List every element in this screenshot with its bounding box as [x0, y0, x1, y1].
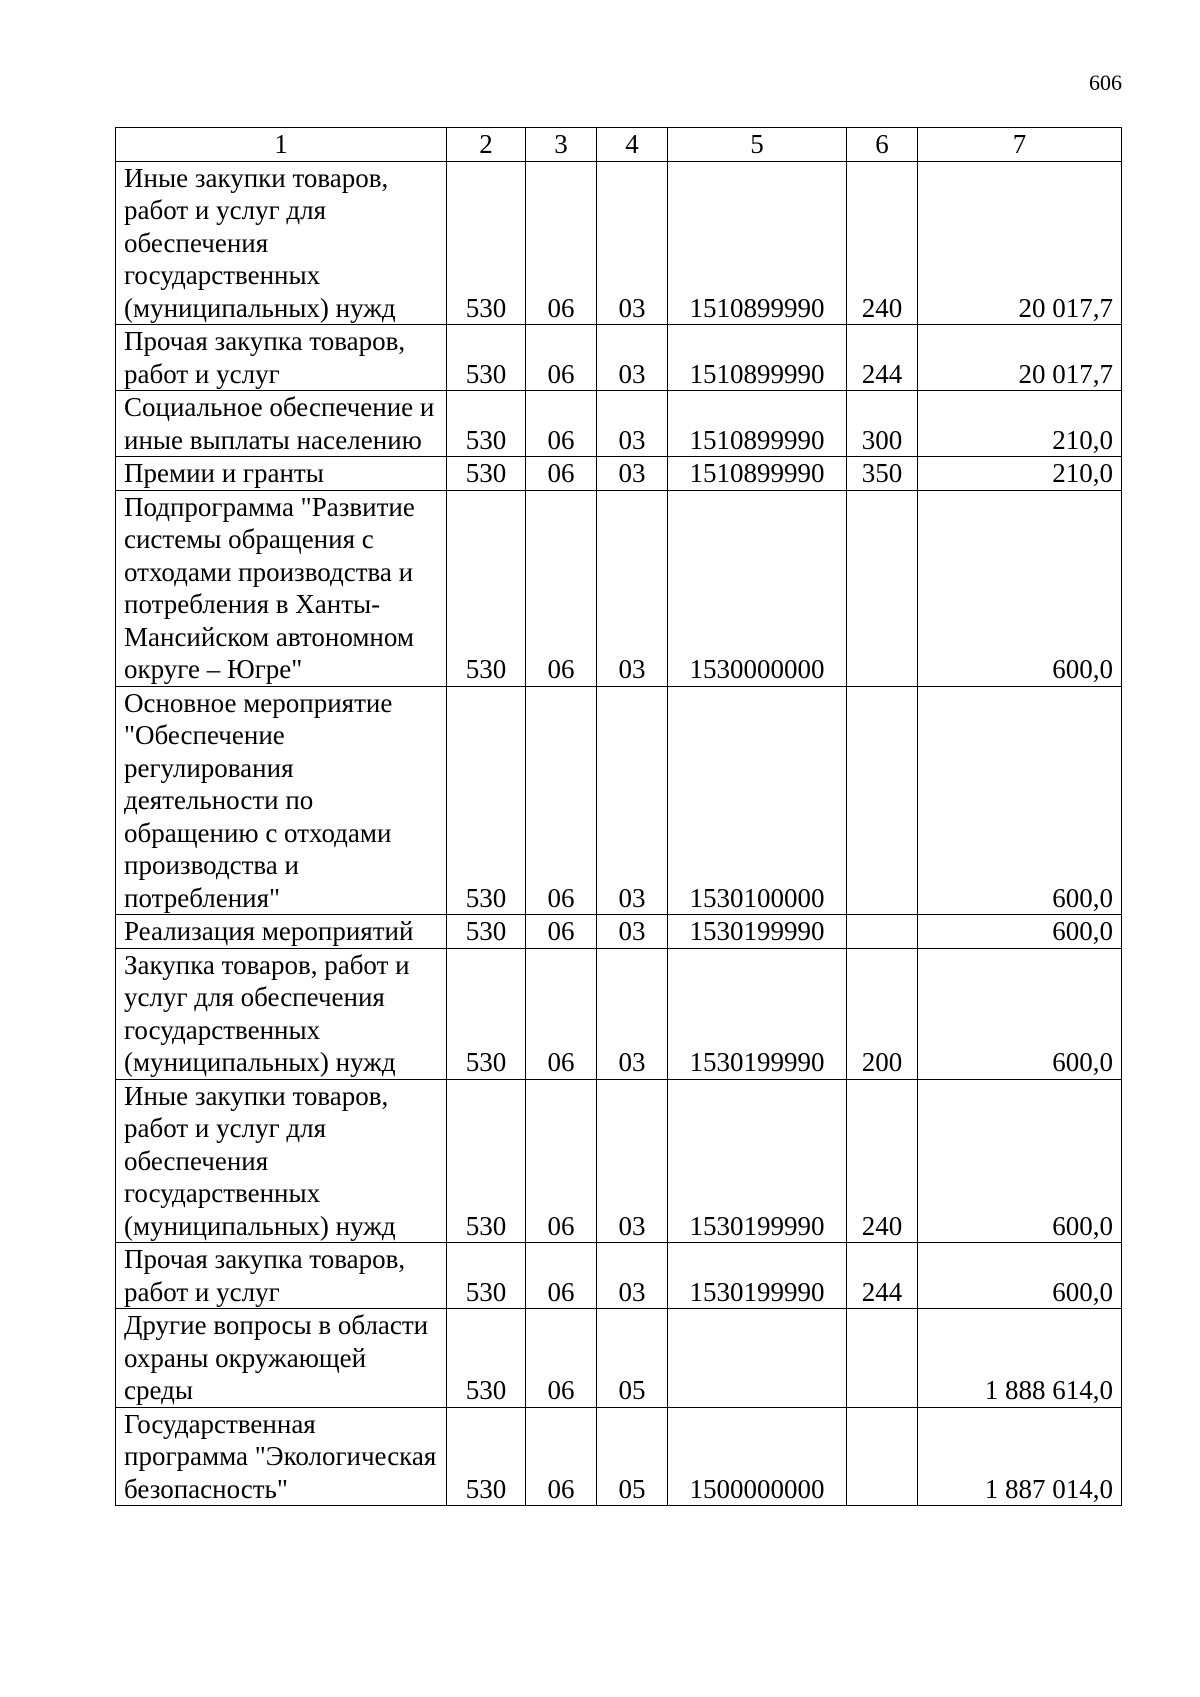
- subsection-code-cell: 03: [597, 325, 668, 391]
- target-article-cell: 1510899990: [668, 391, 847, 457]
- section-code-cell: 06: [526, 1243, 597, 1309]
- table-row: [116, 325, 1122, 391]
- target-article-cell: 1530000000: [668, 490, 847, 686]
- section-code-cell: 06: [526, 161, 597, 325]
- page-number: 606: [1089, 70, 1122, 95]
- expense-type-cell: [847, 686, 918, 915]
- table-row: [116, 490, 1122, 686]
- ministry-code-cell: 530: [447, 1079, 526, 1243]
- table-body: [116, 161, 1122, 1506]
- target-article-cell: [668, 1309, 847, 1408]
- section-code-cell: 06: [526, 1407, 597, 1506]
- expense-type-cell: 350: [847, 457, 918, 491]
- amount-cell: 600,0: [918, 948, 1122, 1079]
- table-row: [116, 457, 1122, 491]
- target-article-cell: 1530199990: [668, 1243, 847, 1309]
- subsection-code-cell: 03: [597, 391, 668, 457]
- item-name-cell: Иные закупки товаров, работ и услуг для обеспечения государственных (муниципальных) нужд: [116, 161, 447, 325]
- subsection-code-cell: 03: [597, 915, 668, 949]
- expense-type-cell: 240: [847, 161, 918, 325]
- table-row: [116, 1079, 1122, 1243]
- section-code-cell: 06: [526, 1309, 597, 1408]
- amount-cell: 210,0: [918, 457, 1122, 491]
- table-row: [116, 915, 1122, 949]
- budget-table: [115, 127, 1122, 1506]
- target-article-cell: 1530199990: [668, 948, 847, 1079]
- amount-cell: 600,0: [918, 1243, 1122, 1309]
- subsection-code-cell: 05: [597, 1407, 668, 1506]
- expense-type-cell: 300: [847, 391, 918, 457]
- table-row: [116, 391, 1122, 457]
- subsection-code-cell: 03: [597, 490, 668, 686]
- subsection-code-cell: 03: [597, 948, 668, 1079]
- expense-type-cell: [847, 490, 918, 686]
- expense-type-cell: 244: [847, 325, 918, 391]
- column-header: 3: [526, 128, 597, 162]
- expense-type-cell: 200: [847, 948, 918, 1079]
- amount-cell: 1 888 614,0: [918, 1309, 1122, 1408]
- table-row: [116, 1407, 1122, 1506]
- item-name-cell: Социальное обеспечение и иные выплаты населению: [116, 391, 447, 457]
- column-header: 4: [597, 128, 668, 162]
- target-article-cell: 1530199990: [668, 1079, 847, 1243]
- section-code-cell: 06: [526, 391, 597, 457]
- target-article-cell: 1530199990: [668, 915, 847, 949]
- item-name-cell: Государственная программа "Экологическая безопасность": [116, 1407, 447, 1506]
- amount-cell: 600,0: [918, 686, 1122, 915]
- amount-cell: 20 017,7: [918, 325, 1122, 391]
- amount-cell: 210,0: [918, 391, 1122, 457]
- column-header: 7: [918, 128, 1122, 162]
- item-name-cell: Другие вопросы в области охраны окружающей среды: [116, 1309, 447, 1408]
- item-name-cell: Закупка товаров, работ и услуг для обеспечения государственных (муниципальных) нужд: [116, 948, 447, 1079]
- item-name-cell: Прочая закупка товаров, работ и услуг: [116, 325, 447, 391]
- expense-type-cell: [847, 1407, 918, 1506]
- subsection-code-cell: 03: [597, 1079, 668, 1243]
- section-code-cell: 06: [526, 1079, 597, 1243]
- ministry-code-cell: 530: [447, 457, 526, 491]
- column-header: 1: [116, 128, 447, 162]
- section-code-cell: 06: [526, 490, 597, 686]
- column-header: 6: [847, 128, 918, 162]
- ministry-code-cell: 530: [447, 915, 526, 949]
- expense-type-cell: [847, 1309, 918, 1408]
- item-name-cell: Подпрограмма "Развитие системы обращения с отходами производства и потребления в Ханты-Мансийском автономном округе – Югре": [116, 490, 447, 686]
- target-article-cell: 1530100000: [668, 686, 847, 915]
- ministry-code-cell: 530: [447, 686, 526, 915]
- ministry-code-cell: 530: [447, 1309, 526, 1408]
- section-code-cell: 06: [526, 686, 597, 915]
- expense-type-cell: 244: [847, 1243, 918, 1309]
- table-row: [116, 686, 1122, 915]
- amount-cell: 20 017,7: [918, 161, 1122, 325]
- item-name-cell: Премии и гранты: [116, 457, 447, 491]
- table-row: [116, 1243, 1122, 1309]
- section-code-cell: 06: [526, 915, 597, 949]
- subsection-code-cell: 03: [597, 161, 668, 325]
- target-article-cell: 1510899990: [668, 325, 847, 391]
- expense-type-cell: [847, 915, 918, 949]
- ministry-code-cell: 530: [447, 490, 526, 686]
- section-code-cell: 06: [526, 457, 597, 491]
- column-header: 5: [668, 128, 847, 162]
- table-row: [116, 1309, 1122, 1408]
- item-name-cell: Основное мероприятие "Обеспечение регулирования деятельности по обращению с отходами производства и потребления": [116, 686, 447, 915]
- subsection-code-cell: 03: [597, 457, 668, 491]
- amount-cell: 1 887 014,0: [918, 1407, 1122, 1506]
- target-article-cell: 1510899990: [668, 161, 847, 325]
- column-header: 2: [447, 128, 526, 162]
- amount-cell: 600,0: [918, 915, 1122, 949]
- subsection-code-cell: 03: [597, 686, 668, 915]
- section-code-cell: 06: [526, 325, 597, 391]
- target-article-cell: 1510899990: [668, 457, 847, 491]
- ministry-code-cell: 530: [447, 948, 526, 1079]
- target-article-cell: 1500000000: [668, 1407, 847, 1506]
- subsection-code-cell: 03: [597, 1243, 668, 1309]
- ministry-code-cell: 530: [447, 1243, 526, 1309]
- item-name-cell: Иные закупки товаров, работ и услуг для обеспечения государственных (муниципальных) нужд: [116, 1079, 447, 1243]
- table-header-row: [116, 128, 1122, 162]
- ministry-code-cell: 530: [447, 391, 526, 457]
- table-row: [116, 948, 1122, 1079]
- ministry-code-cell: 530: [447, 325, 526, 391]
- amount-cell: 600,0: [918, 1079, 1122, 1243]
- table-row: [116, 161, 1122, 325]
- ministry-code-cell: 530: [447, 161, 526, 325]
- expense-type-cell: 240: [847, 1079, 918, 1243]
- subsection-code-cell: 05: [597, 1309, 668, 1408]
- amount-cell: 600,0: [918, 490, 1122, 686]
- item-name-cell: Прочая закупка товаров, работ и услуг: [116, 1243, 447, 1309]
- section-code-cell: 06: [526, 948, 597, 1079]
- item-name-cell: Реализация мероприятий: [116, 915, 447, 949]
- ministry-code-cell: 530: [447, 1407, 526, 1506]
